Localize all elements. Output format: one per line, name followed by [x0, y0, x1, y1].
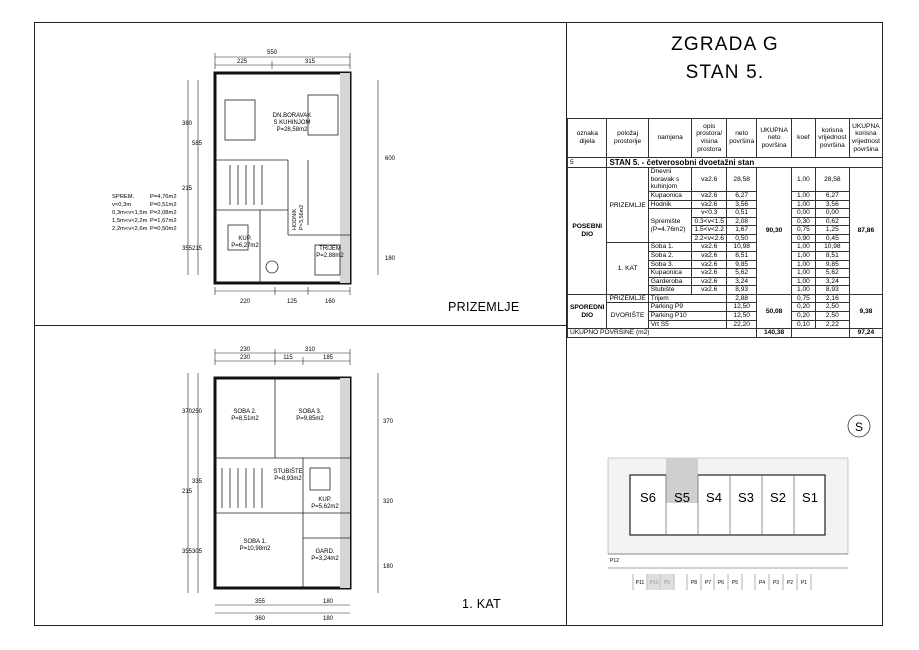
room-living: DN.BORAVAK [272, 113, 312, 119]
cell: 1,00 [791, 168, 815, 192]
cell: 22,20 [727, 320, 757, 329]
table-row [568, 158, 883, 168]
dim-top-total: 550 [266, 50, 278, 56]
site-plan [600, 450, 860, 595]
cell: v≥2.6 [692, 251, 727, 260]
cell: Kupaonica [648, 191, 692, 200]
table-header [568, 119, 883, 158]
parking-label: P3 [772, 580, 780, 586]
cell: v<0.3 [692, 209, 727, 218]
room-bath: KUP. [238, 236, 252, 242]
cell: 0,62 [815, 217, 849, 226]
cell: 2.2<v<2.6 [692, 234, 727, 243]
unit-label: S4 [706, 490, 722, 505]
cell: 3,56 [727, 200, 757, 209]
cell: Stubište [648, 286, 692, 295]
room-bed1: SOBA 1. [243, 539, 267, 545]
cell: Kupaonica [648, 269, 692, 278]
dim-right-1: 370 [383, 419, 394, 425]
storage-legend [112, 193, 177, 233]
cell: 0.3<v<1.5 [692, 217, 727, 226]
cell: 3,24 [727, 277, 757, 286]
parking-label: P4 [758, 580, 766, 586]
cell: 0,30 [791, 217, 815, 226]
room-bath-area: P=6,27m2 [231, 243, 259, 249]
cell: 0,20 [791, 303, 815, 312]
unit-label-highlighted: S5 [674, 490, 690, 505]
col-header: opis prostora/ visina prostora [692, 119, 727, 158]
cell: Garderoba [648, 277, 692, 286]
cell: v≥2.6 [692, 277, 727, 286]
room-bed3: SOBA 3. [298, 409, 322, 415]
sprem-label: 2,2m<v<2,6m [112, 226, 148, 232]
dim-bottom-1: 355 [254, 599, 266, 605]
unit-label: S6 [640, 490, 656, 505]
room-bed1-area: P=10,98m2 [239, 546, 271, 552]
room-stairs-area: P=8,93m2 [274, 476, 302, 482]
parking-label: P5 [731, 580, 739, 586]
room-bath: KUP. [318, 497, 332, 503]
cell: 0,50 [727, 234, 757, 243]
room-bed2-area: P=8,51m2 [231, 416, 259, 422]
cell: 1,00 [791, 191, 815, 200]
col-header: UKUPNA neto površina [757, 119, 792, 158]
group-auxiliary: SPOREDNI DIO [568, 294, 607, 328]
dim-left-1: 380 [182, 121, 193, 127]
dim-right-2: 180 [385, 256, 396, 262]
room-wardrobe-area: P=3,24m2 [311, 556, 339, 562]
room-bed3-area: P=9,85m2 [296, 416, 324, 422]
north-arrow-icon [845, 412, 873, 440]
sprem-value: P=1,67m2 [150, 218, 177, 224]
total-label: UKUPNO POVRŠINE (m2) [568, 329, 757, 338]
cell: 8,93 [727, 286, 757, 295]
cell: v≥2.6 [692, 168, 727, 192]
cell: 2,08 [727, 217, 757, 226]
cell: 1,00 [791, 200, 815, 209]
dim-left-5: 215 [192, 246, 203, 252]
cell: 2,22 [815, 320, 849, 329]
cell: Spremište (P=4.76m2) [648, 209, 692, 243]
room-porch-area: P=2,88m2 [316, 253, 344, 259]
cell: 5,62 [815, 269, 849, 278]
table-row [568, 294, 883, 303]
cell: 10,98 [815, 243, 849, 252]
col-header: UKUPNA korisna vrijednost površina [849, 119, 882, 158]
floor-label-first: 1. KAT [462, 597, 502, 611]
sprem-value: P=2,08m2 [150, 210, 177, 216]
room-stairs: STUBIŠTE [273, 469, 303, 475]
cell: Soba 1. [648, 243, 692, 252]
col-header: koef [791, 119, 815, 158]
dim-top-1: 230 [239, 347, 251, 353]
dim-bottom-3: 360 [254, 616, 266, 622]
cell: 2,50 [815, 303, 849, 312]
table-total-row [568, 329, 883, 338]
sprem-label: 1,5m<v<2,2m [112, 218, 148, 224]
unit-label: S3 [738, 490, 754, 505]
dim-left-4: 215 [182, 489, 193, 495]
parking-label: P8 [690, 580, 698, 586]
cell: 9,85 [727, 260, 757, 269]
dim-right-2: 320 [383, 499, 394, 505]
table-row [568, 243, 883, 252]
unit-title: STAN 5. - četverosobni dvoetažni stan [607, 158, 883, 168]
dim-top-2: 315 [304, 59, 316, 65]
dim-left-3: 215 [182, 186, 193, 192]
total-net: 140,38 [757, 329, 792, 338]
group-auxiliary-useful: 9,38 [849, 294, 882, 328]
parking-label: P6 [717, 580, 725, 586]
cell: 0,90 [791, 234, 815, 243]
sprem-value: P=0,51m2 [150, 202, 177, 208]
first-floor-plan [180, 343, 410, 623]
cell: 10,98 [727, 243, 757, 252]
unit-number: 5 [568, 158, 607, 168]
room-living-area: P=28,58m2 [276, 127, 308, 133]
cell: v≥2.6 [692, 243, 727, 252]
room-wardrobe: GARD. [315, 549, 335, 555]
position-yard: DVORIŠTE [607, 303, 648, 329]
cell: 6,27 [727, 191, 757, 200]
dim-left-4: 355 [182, 246, 193, 252]
col-header: neto površina [727, 119, 757, 158]
dim-bottom-2: 125 [286, 299, 298, 305]
cell: 0,20 [791, 312, 815, 321]
group-auxiliary-net: 50,08 [757, 294, 792, 328]
cell: 0,51 [727, 209, 757, 218]
title-block [567, 22, 883, 118]
col-header: korisna vrijednost površina [815, 119, 849, 158]
cell: 0,45 [815, 234, 849, 243]
cell: 6,27 [815, 191, 849, 200]
table-row [568, 168, 883, 192]
cell: Dnevni boravak s kuhinjom [648, 168, 692, 192]
cell: 28,58 [815, 168, 849, 192]
cell: 1,00 [791, 260, 815, 269]
building-title: ZGRADA G [671, 34, 779, 55]
cell: 1,00 [791, 277, 815, 286]
cell: 3,56 [815, 200, 849, 209]
dim-right-3: 180 [383, 564, 394, 570]
cell: 12,50 [727, 312, 757, 321]
col-header: položaj prostorije [607, 119, 648, 158]
horizontal-divider [34, 325, 566, 326]
position-first: 1. KAT [607, 243, 648, 294]
cell: Soba 2. [648, 251, 692, 260]
dim-left-2: 250 [192, 409, 203, 415]
cell: 1,00 [791, 243, 815, 252]
parking-p12: P12 [610, 558, 619, 564]
cell: Trijem [648, 294, 726, 303]
cell: 8,93 [815, 286, 849, 295]
parking-label: P11 [635, 580, 645, 586]
dim-left-3: 335 [192, 479, 203, 485]
col-header: namjena [648, 119, 692, 158]
dim-right-1: 600 [385, 156, 396, 162]
dim-left-6: 305 [192, 549, 203, 555]
area-table [567, 118, 883, 338]
dim-top-2: 310 [304, 347, 316, 353]
cell: 0,10 [791, 320, 815, 329]
cell: 1,25 [815, 226, 849, 235]
sprem-value: P=0,50m2 [150, 226, 177, 232]
group-special-useful: 87,86 [849, 168, 882, 295]
unit-label: S2 [770, 490, 786, 505]
col-header: oznaka dijela [568, 119, 607, 158]
dim-bottom-1: 220 [239, 299, 251, 305]
cell: v≥2.6 [692, 191, 727, 200]
cell: v≥2.6 [692, 260, 727, 269]
dim-left-5: 355 [182, 549, 193, 555]
cell: 3,24 [815, 277, 849, 286]
cell: Parking P9 [648, 303, 726, 312]
cell: 1,00 [791, 269, 815, 278]
room-bed2: SOBA 2. [233, 409, 257, 415]
dim-top-1: 225 [236, 59, 248, 65]
cell: 8,51 [815, 251, 849, 260]
apartment-title: STAN 5. [685, 62, 765, 83]
cell: v≥2.6 [692, 269, 727, 278]
cell: 0,00 [815, 209, 849, 218]
cell: 5,62 [727, 269, 757, 278]
room-hall: HODNIK [292, 208, 298, 230]
cell: 0,75 [791, 294, 815, 303]
room-bath-area: P=5,62m2 [311, 504, 339, 510]
dim-left-1: 370 [182, 409, 193, 415]
cell: 9,85 [815, 260, 849, 269]
parking-label: P1 [800, 580, 808, 586]
group-special-net: 90,30 [757, 168, 792, 295]
cell: 2,16 [815, 294, 849, 303]
sprem-label: 0,3m<v<1,5m [112, 210, 148, 216]
dim-top-4: 115 [283, 355, 293, 361]
cell: 0,00 [791, 209, 815, 218]
cell: Hodnik [648, 200, 692, 209]
cell: 12,50 [727, 303, 757, 312]
group-special: POSEBNI DIO [568, 168, 607, 295]
room-living-2: S KUHINJOM [273, 120, 311, 126]
cell: 1.5<v<2.2 [692, 226, 727, 235]
parking-label: P2 [786, 580, 794, 586]
sprem-label: v<0,3m [112, 202, 132, 208]
dim-bottom-4: 180 [322, 616, 334, 622]
room-hall-area: P=3,56m2 [299, 204, 305, 230]
floor-label-ground: PRIZEMLJE [448, 300, 520, 314]
cell: 8,51 [727, 251, 757, 260]
cell: 2,50 [815, 312, 849, 321]
cell: Parking P10 [648, 312, 726, 321]
ground-floor-plan [180, 45, 410, 310]
position-ground: PRIZEMLJE [607, 294, 648, 303]
cell: v≥2.6 [692, 286, 727, 295]
cell: 28,58 [727, 168, 757, 192]
cell: 1,67 [727, 226, 757, 235]
cell: 1,00 [791, 251, 815, 260]
sprem-value: P=4,76m2 [150, 194, 177, 200]
cell: 1,00 [791, 286, 815, 295]
dim-top-5: 185 [322, 355, 334, 361]
dim-top-3: 230 [239, 355, 251, 361]
cell: 0,75 [791, 226, 815, 235]
total-useful: 97,24 [849, 329, 882, 338]
cell: Soba 3. [648, 260, 692, 269]
room-porch: TRIJEM [319, 246, 341, 252]
sprem-label: SPREM. [112, 194, 135, 200]
cell: v≥2.6 [692, 200, 727, 209]
dim-bottom-2: 180 [322, 599, 334, 605]
cell: 2,88 [727, 294, 757, 303]
table-row [568, 303, 883, 312]
north-label: S [854, 420, 864, 434]
dim-bottom-3: 160 [324, 299, 336, 305]
unit-label: S1 [802, 490, 818, 505]
position-ground: PRIZEMLJE [607, 168, 648, 243]
cell: Vrt S5 [648, 320, 726, 329]
parking-label: P7 [704, 580, 712, 586]
dim-left-2: 585 [192, 141, 203, 147]
